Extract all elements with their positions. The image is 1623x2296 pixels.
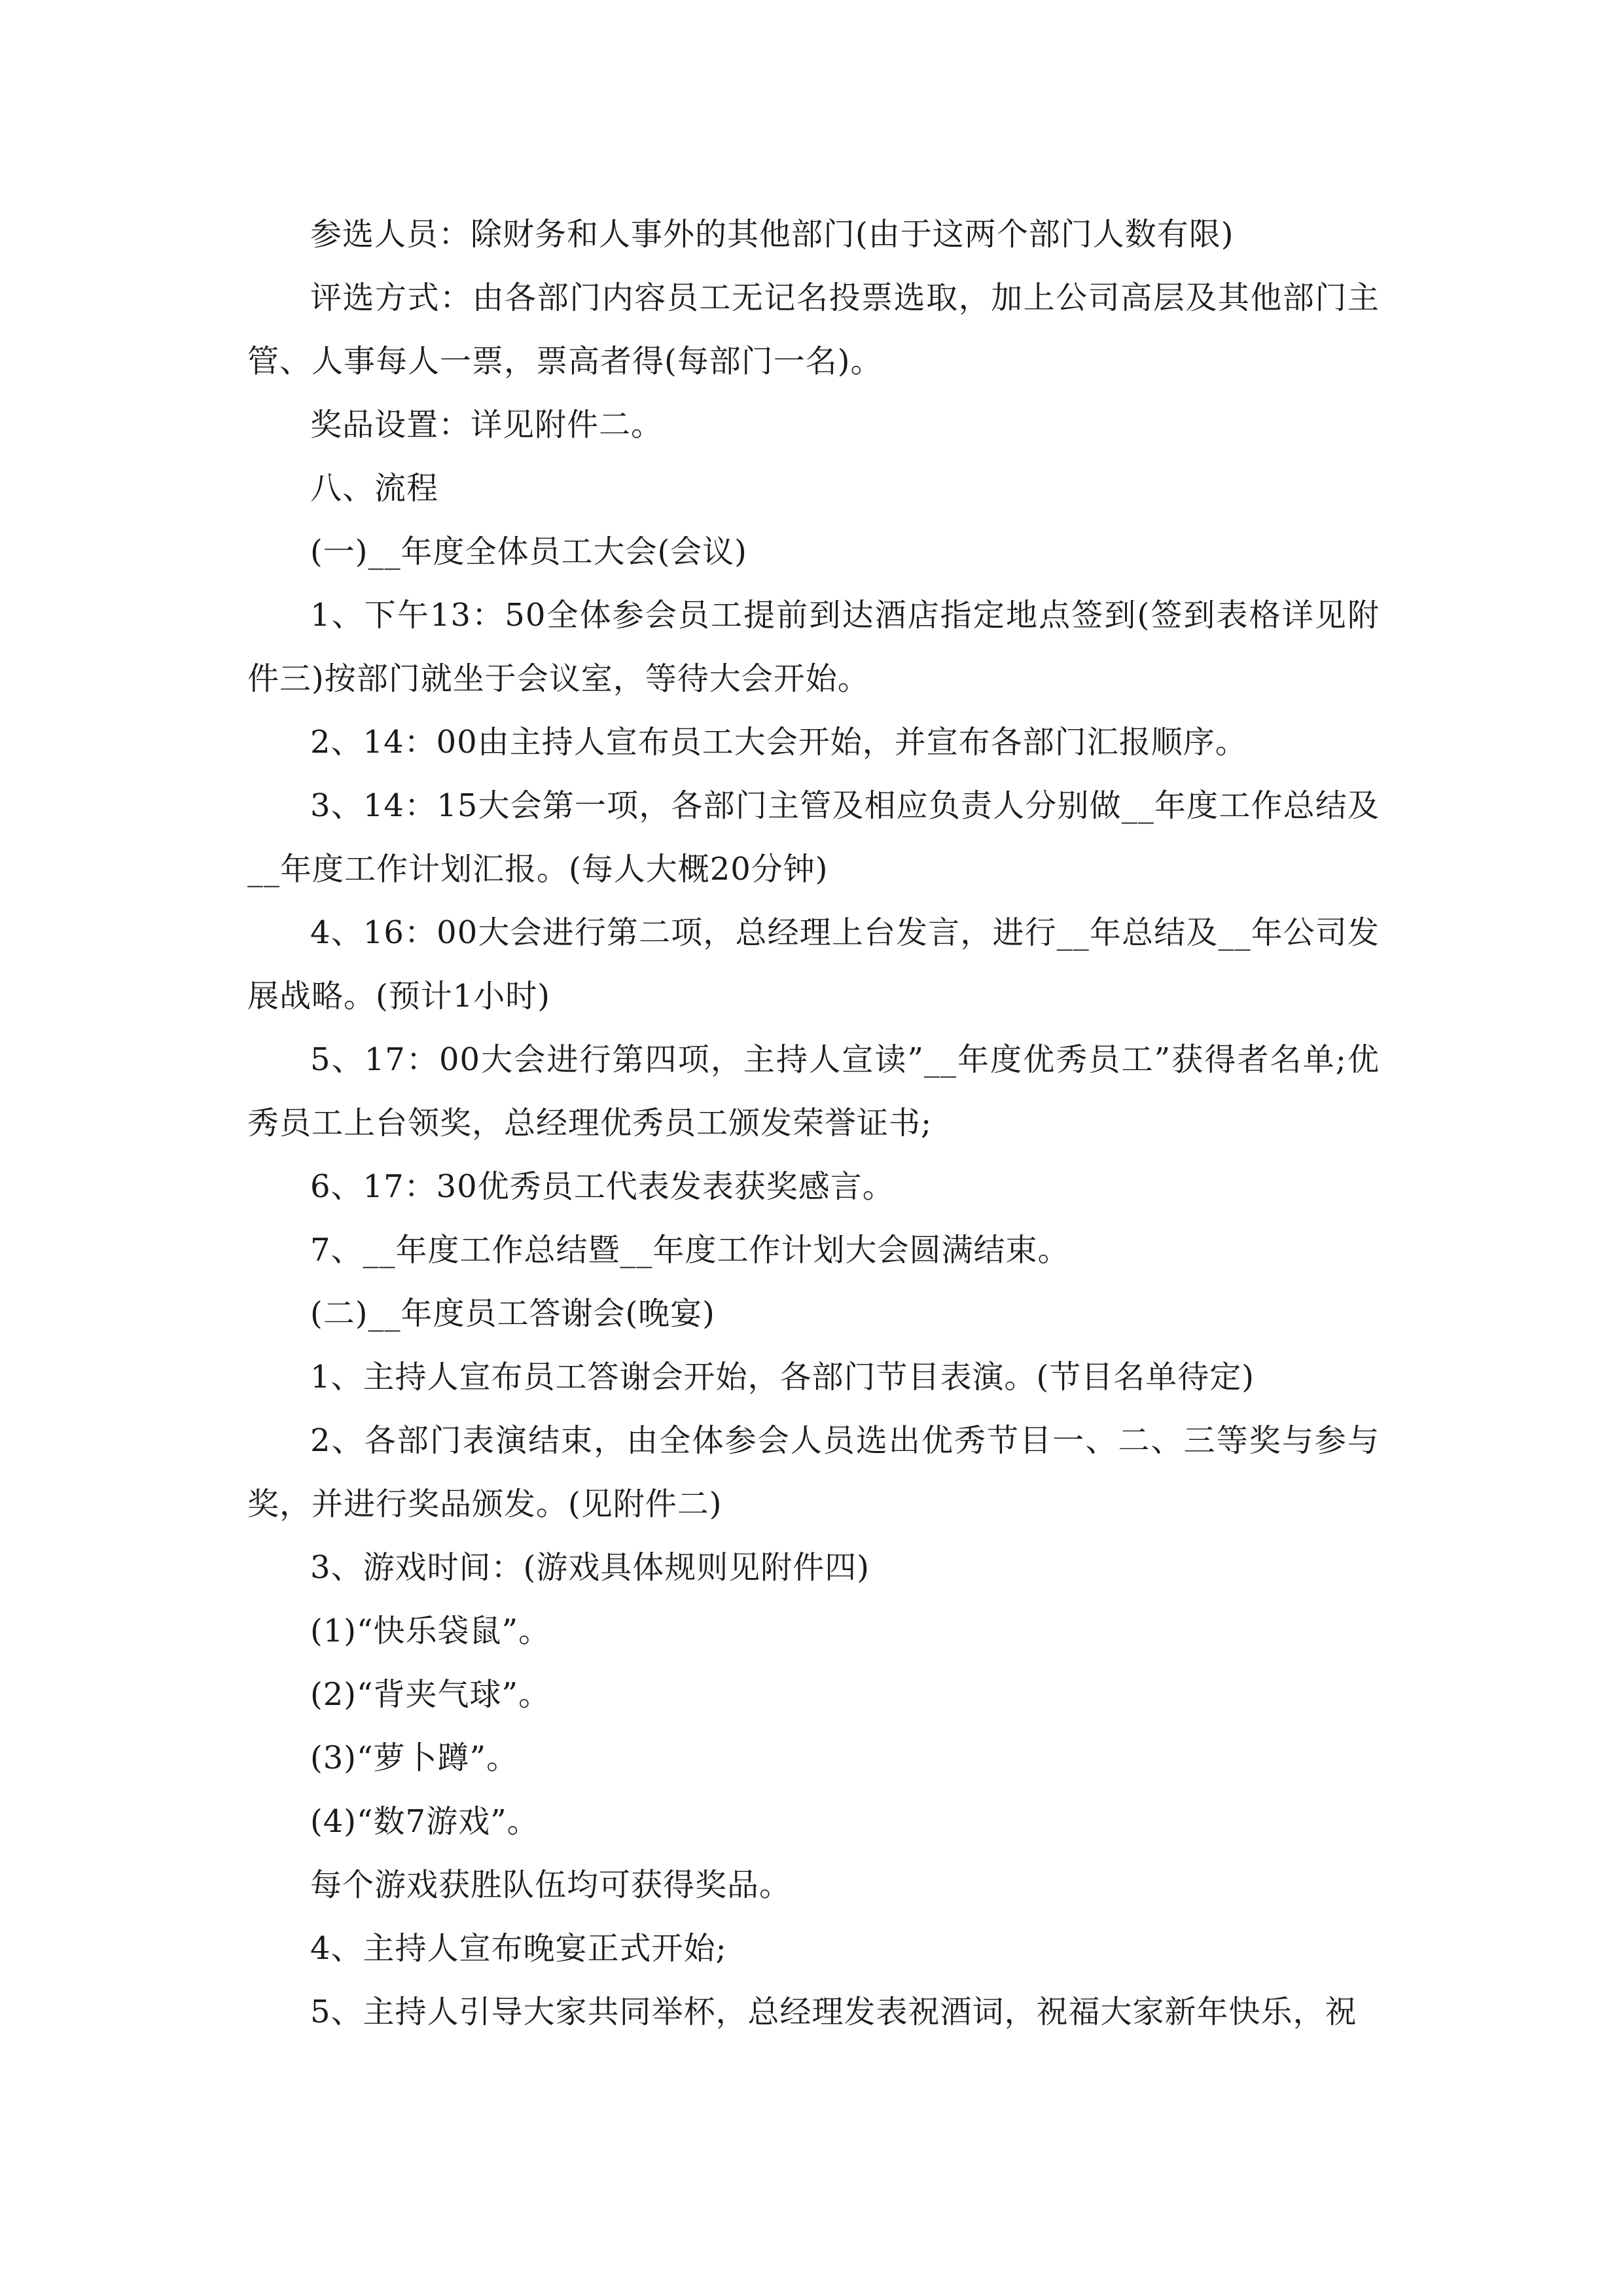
subsection-heading-banquet: (二)__年度员工答谢会(晚宴) xyxy=(310,1295,715,1332)
list-item: 2、14：00由主持人宣布员工大会开始，并宣布各部门汇报顺序。 xyxy=(310,724,1247,761)
subsection-heading-staff-meeting: (一)__年度全体员工大会(会议) xyxy=(310,533,747,570)
list-item: 5、主持人引导大家共同举杯，总经理发表祝酒词，祝福大家新年快乐，祝 xyxy=(310,1994,1357,2030)
list-item: 4、16：00大会进行第二项，总经理上台发言，进行__年总结及__年公司发展战略。(预计1小时) xyxy=(247,914,1380,1014)
section-heading-process: 八、流程 xyxy=(310,470,439,507)
game-item: (1)“快乐袋鼠”。 xyxy=(310,1613,551,1649)
list-item: 1、主持人宣布员工答谢会开始，各部门节目表演。(节目名单待定) xyxy=(310,1359,1255,1395)
document-body xyxy=(247,203,1380,2044)
paragraph-participants: 参选人员：除财务和人事外的其他部门(由于这两个部门人数有限) xyxy=(310,216,1234,253)
paragraph-selection-method: 评选方式：由各部门内容员工无记名投票选取，加上公司高层及其他部门主管、人事每人一票，票高者得(每部门一名)。 xyxy=(247,279,1380,380)
list-item: 6、17：30优秀员工代表发表获奖感言。 xyxy=(310,1168,895,1205)
list-item: 3、游戏时间：(游戏具体规则见附件四) xyxy=(310,1549,870,1586)
list-item: 3、14：15大会第一项，各部门主管及相应负责人分别做__年度工作总结及__年度工作计划汇报。(每人大概20分钟) xyxy=(247,787,1380,888)
list-item: 1、下午13：50全体参会员工提前到达酒店指定地点签到(签到表格详见附件三)按部门就坐于会议室，等待大会开始。 xyxy=(247,597,1380,697)
game-item: (3)“萝卜蹲”。 xyxy=(310,1740,519,1776)
list-item: 2、各部门表演结束，由全体参会人员选出优秀节目一、二、三等奖与参与奖，并进行奖品颁发。(见附件二) xyxy=(247,1422,1380,1522)
paragraph-game-prizes: 每个游戏获胜队伍均可获得奖品。 xyxy=(310,1867,792,1903)
list-item: 7、__年度工作总结暨__年度工作计划大会圆满结束。 xyxy=(310,1232,1070,1268)
paragraph-prize-setting: 奖品设置：详见附件二。 xyxy=(310,406,664,443)
game-item: (2)“背夹气球”。 xyxy=(310,1676,551,1713)
list-item: 5、17：00大会进行第四项，主持人宣读”__年度优秀员工”获得者名单;优秀员工上台领奖，总经理优秀员工颁发荣誉证书; xyxy=(247,1041,1380,1141)
game-item: (4)“数7游戏”。 xyxy=(310,1803,539,1840)
list-item: 4、主持人宣布晚宴正式开始; xyxy=(310,1930,727,1967)
